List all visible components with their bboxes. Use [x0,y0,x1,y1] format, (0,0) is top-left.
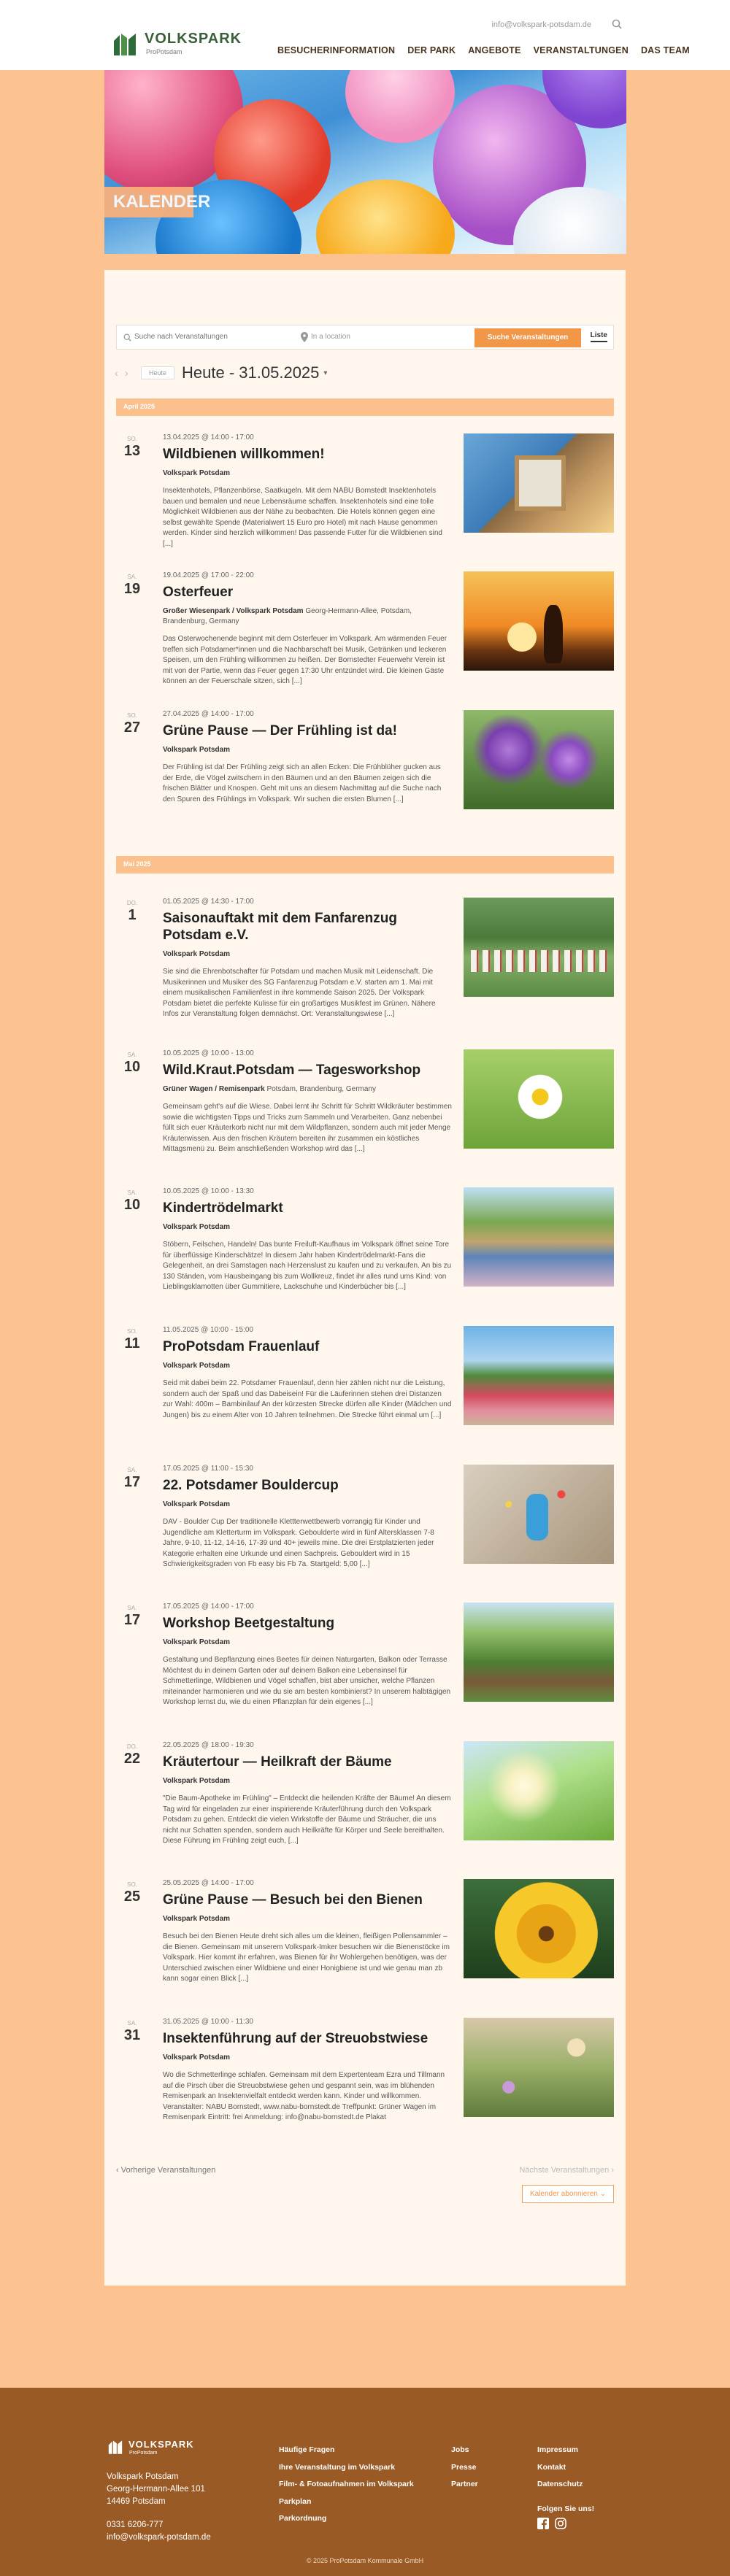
event-day: 27 [123,720,141,736]
event-time: 11.05.2025 @ 10:00 - 15:00 [163,1326,253,1334]
event-venue [163,949,452,960]
chevron-right-icon[interactable]: › [125,367,128,379]
event-date-badge [116,1052,148,1076]
facebook-icon[interactable] [537,2518,549,2529]
event-title-link[interactable]: Workshop Beetgestaltung [163,1616,335,1631]
sun-shape [507,622,537,652]
follow-label: Folgen Sie uns! [537,2504,595,2513]
main-navigation [277,45,702,55]
event-venue [163,1084,452,1095]
climber-shape [526,1494,548,1540]
event-time: 10.05.2025 @ 10:00 - 13:30 [163,1187,254,1195]
event-image-butterfly-meadow[interactable] [464,2018,614,2117]
event-description: Stöbern, Feilschen, Handeln! Das bunte Freiluft-Kaufhaus im Volkspark öffnet seine Tore für überflüssige Kinderschätze! In diesem Jahr haben Kindertrödelmarkt-Fans die Gelegenheit, an drei Samstagen nach Herzenslust zu kaufen und zu verkaufen. An bis zu 130 Ständen, vom Hausbeingang bis zum Wollkreuz, findet ihr alles rund ums Kind: von Lieblingsklamotten über Gummitiere, Lackschuhe und Kinderbücher bis [...] [163,1241,452,1291]
event-venue [163,745,452,755]
tree-logo-icon [111,31,139,57]
event-venue [163,1500,452,1510]
logo[interactable] [111,29,242,62]
event-title-link[interactable]: Osterfeuer [163,585,234,600]
footer-link[interactable]: Partner [451,2480,478,2488]
event-weekday: SA. [127,1052,137,1058]
nav-item-veranstaltungen[interactable]: VERANSTALTUNGEN [533,45,629,55]
pagination [116,2166,614,2198]
footer-link[interactable]: Film- & Fotoaufnahmen im Volkspark [279,2480,414,2488]
event-date-badge [116,574,148,598]
address-line: 14469 Potsdam [107,2497,166,2506]
bunny-silhouette [544,605,563,663]
site-footer [0,2388,730,2576]
site-header [0,0,730,70]
event-weekday: DO. [126,900,138,906]
header-email-link[interactable]: info@volkspark-potsdam.de [491,20,591,29]
hero-banner [104,70,626,254]
event-title-link[interactable]: ProPotsdam Frauenlauf [163,1339,320,1354]
event-day: 10 [123,1059,141,1075]
event-time: 13.04.2025 @ 14:00 - 17:00 [163,433,254,441]
event-day: 19 [123,581,141,597]
footer-link[interactable]: Presse [451,2462,477,2472]
event-description: Wo die Schmetterlinge schlafen. Gemeinsam mit dem Expertenteam Ezra und Tillmann auf die Pirsch über die Streuobstwiese gehen und gespannt sein, was im blühenden Remisenpark an Insektenvielfalt entdeckt werden kann. Kinder und willkommen. Veranstalter: NABU Bornstedt, www.nabu-bornstedt.de Treffpunkt: Grüner Wagen im Remisenpark Eintritt: frei Anmeldung: info@nabu-bornstedt.de Plakat [163,2071,445,2121]
event-weekday: SO. [127,436,137,442]
event-time: 27.04.2025 @ 14:00 - 17:00 [163,710,254,718]
month-separator: April 2025 [116,398,614,416]
event-description: Gestaltung und Bepflanzung eines Beetes für deinen Naturgarten, Balkon oder Terrasse Möchtest du in deinem Garten oder auf deinem Balkon eine Lebensinsel für Schmetterlinge, Wildbienen und Vögel schaffen, bist aber unsicher, welche Pflanzen miteinander harmonieren und wie du sie am besten kombinierst? In unserem halbtägigen Workshop lernst du, wie du einen Pflanzplan für dein eigenes [...] [163,1656,451,1706]
event-weekday: SA. [127,1605,137,1611]
location-input[interactable]: In a location [311,333,350,341]
insect-hotel-shape [515,455,566,511]
event-image-fanfare-band[interactable] [464,898,614,997]
event-image-tree-canopy[interactable] [464,1741,614,1840]
event-time: 22.05.2025 @ 18:00 - 19:30 [163,1741,254,1749]
event-image-garden-beds[interactable] [464,1603,614,1702]
event-description: Seid mit dabei beim 22. Potsdamer Frauenlauf, denn hier zählen nicht nur die Leistung, sondern auch der Spaß und das Dabeisein! Für die Läuferinnen stehen drei Distanzen zur Wahl: 400m – Bambinilauf An der kürzesten Strecke dürfen alle Kinder (Mädchen und Jungen) bis zu einem Alter von 10 Jahren teilnehmen. Die Strecke führt einmal um [...] [163,1379,452,1419]
event-venue-name: Volkspark Potsdam [163,1362,231,1370]
event-image-boulder-wall[interactable] [464,1465,614,1564]
event-venue-name: Volkspark Potsdam [163,1223,231,1231]
event-description: Gemeinsam geht's auf die Wiese. Dabei lernt ihr Schritt für Schritt Wildkräuter bestimmen sowie die wichtigsten Tipps und Tricks zum Sammeln und Verarbeiten. Ganz nebenbei füllt sich euer Kräuterkorb nicht nur mit dem Wildpflanzen, sondern auch mit jeder Menge Kräuterwissen. Aus den frischen Kräutern bereiten ihr zusammen ein köstliches Mittagsmenü zu. Beim anschließenden Workshop wird das [...] [163,1103,452,1153]
event-description: Insektenhotels, Pflanzenbörse, Saatkugeln. Mit dem NABU Bornstedt Insektenhotels bauen und bemalen und neue Lebensräume schaffen. Insektenhotels sind eine tolle Möglichkeit Wildbienen aus der Nähe zu beobachten. Die Hotels können gegen eine selbst gewählte Spende (Materialwert 15 Euro pro Hotel) mit nach Hause genommen werden. Kinder sind herzlich willkommen! Das passende Futter für die Wildbienen sind [...] [163,487,442,548]
footer-link[interactable]: Impressum [537,2445,579,2454]
previous-events-label: Vorherige Veranstaltungen [120,2166,216,2175]
event-day: 17 [123,1612,141,1628]
event-venue [163,2053,452,2063]
daisy-shape [515,1071,566,1122]
chevron-down-icon[interactable]: ▾ [323,369,328,377]
event-day: 25 [123,1889,141,1905]
footer-links-column [279,2442,414,2528]
event-image-crocus-flowers[interactable] [464,710,614,809]
event-image-insect-hotel[interactable] [464,433,614,533]
find-events-button[interactable]: Suche Veranstaltungen [474,328,581,347]
footer-contact [107,2519,211,2544]
footer-link[interactable]: Jobs [451,2445,469,2454]
search-icon[interactable] [612,19,622,29]
search-input[interactable] [134,333,280,341]
event-weekday: DO. [126,1743,138,1750]
event-description: DAV - Boulder Cup Der traditionelle Klettterwettbewerb vorrangig für Kinder und Jugendliche am Kletterturm im Volkspark. Geboulderte wird in fünf Altersklassen 7-8 Jahre, 9-10, 11-12, 14-16, 17-39 und 40+ jeweils mine. Die drei Erstplatzierten jeder Kategorie erhalten eine Urkunde und einen Sachpreis. Gebouldert wird in 15 Schwierigkeitsgraden von Fb easy bis Fb 7a. Startgeld: 5,00 [...] [163,1518,434,1568]
event-title-link[interactable]: Kräutertour — Heilkraft der Bäume [163,1754,392,1770]
event-time: 01.05.2025 @ 14:30 - 17:00 [163,898,254,906]
footer-link[interactable]: Parkplan [279,2496,312,2506]
balloon-image-shape [345,70,455,143]
next-events-link[interactable]: Nächste Veranstaltungen › [519,2166,614,2175]
event-weekday: SO. [127,712,137,719]
event-time: 25.05.2025 @ 14:00 - 17:00 [163,1879,254,1887]
logo-subtext: ProPotsdam [146,48,182,55]
event-date-badge [116,1328,148,1352]
search-icon [123,333,131,342]
event-day: 13 [123,443,141,459]
nav-item-der-park[interactable]: DER PARK [407,45,456,55]
event-day: 31 [123,2027,141,2043]
event-venue [163,1776,452,1786]
event-venue-name: Volkspark Potsdam [163,1500,231,1508]
event-venue-name: Volkspark Potsdam [163,1777,231,1785]
footer-address [107,2471,205,2508]
event-weekday: SA. [127,1467,137,1473]
footer-link[interactable]: Ihre Veranstaltung im Volkspark [279,2462,396,2472]
event-description: Sie sind die Ehrenbotschafter für Potsdam und machen Musik mit Leidenschaft. Die Musikerinnen und Musiker des SG Fanfarenzug Potsdam e.V. starten am 1. Mai mit einem musikalischen Familienfest in ihre kommende Saison 2025. Der Volkspark Potsdam bietet die perfekte Kulisse für ein großartiges Musikfest im Grünen. Nähere Infos zur Veranstaltung folgen demnächst. Ort: Veranstaltungswiese [...] [163,968,436,1018]
event-venue [163,1638,452,1648]
event-venue-address: Potsdam, Brandenburg, Germany [264,1085,376,1093]
event-image-flea-market[interactable] [464,1187,614,1287]
today-button[interactable]: Heute [141,366,174,379]
copyright: © 2025 ProPotsdam Kommunale GmbH [306,2557,424,2564]
nav-item-das-team[interactable]: DAS TEAM [640,45,690,55]
event-date-badge [116,1605,148,1629]
event-date-badge [116,1467,148,1491]
event-title-link[interactable]: Insektenführung auf der Streuobstwiese [163,2031,429,2046]
event-description: Das Osterwochenende beginnt mit dem Osterfeuer im Volkspark. Am wärmenden Feuer treffen sich Potsdamer*innen und die Nachbarschaft bei Musik, Getränken und leckeren Speisen, um den Frühling willkommen zu heißen. Der Bornstedter Feuerwehr Verein ist mit von der Partie, wenn das Feuer gegen 17:30 Uhr entzündet wird. Die kleinen Gäste können an der Feuerschale sitzen, sich [...] [163,635,447,685]
event-title-link[interactable]: Wildbienen willkommen! [163,447,325,462]
event-description: Der Frühling ist da! Der Frühling zeigt sich an allen Ecken: Die Frühblüher gucken aus der Erde, die Vögel zwitschern in den Bäumen und an den Bäumen zeigen sich die frischen Blätter und Knospen. Geht mit uns an diesem Nachmittag auf die Suche nach den Spuren des Frühlings im Volkspark. Wir suchen die ersten Blumen [...] [163,763,442,803]
event-weekday: SO. [127,1328,137,1335]
location-pin-icon [301,332,308,342]
logo-text: VOLKSPARK [145,31,242,47]
nav-item-besucherinformation[interactable]: BESUCHERINFORMATION [277,45,396,55]
address-line: Georg-Hermann-Allee 101 [107,2485,205,2494]
event-day: 10 [123,1197,141,1213]
event-venue [163,1222,452,1233]
footer-link[interactable]: Häufige Fragen [279,2445,335,2454]
event-time: 10.05.2025 @ 10:00 - 13:00 [163,1049,254,1057]
event-venue-name: Volkspark Potsdam [163,950,231,958]
event-title-link[interactable]: Wild.Kraut.Potsdam — Tagesworkshop [163,1063,421,1078]
event-description: Besuch bei den Bienen Heute dreht sich alles um die kleinen, fleißigen Pollensammler – die Bienen. Gemeinsam mit unserem Volkspark-Imker besuchen wir die Bienenstöcke im Volkspark. Hier kommt ihr erfahren, was Bienen für ihr Wohlergehen benötigen, was der Unterschied zwischen einer Wildbiene und einer Honigbiene ist und wie genau man zb kann sogar einen Blick [...] [163,1932,450,1983]
event-title-link[interactable]: Kindertrödelmarkt [163,1200,283,1216]
event-day: 22 [123,1751,141,1767]
event-venue-name: Großer Wiesenpark / Volkspark Potsdam [163,607,304,615]
footer-logo[interactable] [107,2439,216,2461]
event-venue-name: Volkspark Potsdam [163,1915,231,1923]
instagram-icon[interactable] [555,2518,566,2529]
event-title-link[interactable]: Saisonauftakt mit dem Fanfarenzug Potsdam e.V. [163,911,397,943]
event-day: 17 [123,1474,141,1490]
social-links [537,2518,566,2529]
event-date-badge [116,436,148,460]
event-venue [163,606,452,627]
event-date-badge [116,1881,148,1905]
footer-link[interactable]: Datenschutz [537,2480,583,2488]
event-weekday: SA. [127,574,137,580]
event-time: 19.04.2025 @ 17:00 - 22:00 [163,571,254,579]
email-link[interactable]: info@volkspark-potsdam.de [107,2533,211,2542]
event-weekday: SO. [127,1881,137,1888]
footer-logo-subtext: ProPotsdam [129,2450,158,2456]
date-navigation [115,363,327,382]
list-view-toggle[interactable]: Liste [591,331,607,342]
event-date-badge [116,1189,148,1214]
event-time: 17.05.2025 @ 14:00 - 17:00 [163,1603,254,1611]
address-line: Volkspark Potsdam [107,2472,179,2481]
footer-link[interactable]: Kontakt [537,2462,566,2472]
page-title: KALENDER [104,187,193,217]
tree-logo-icon [107,2439,124,2455]
event-time: 31.05.2025 @ 10:00 - 11:30 [163,2018,253,2026]
event-search-bar [116,325,614,350]
chevron-left-icon[interactable]: ‹ [115,367,118,379]
phone-link[interactable]: 0331 6206-777 [107,2521,164,2529]
event-title-link[interactable]: Grüne Pause — Besuch bei den Bienen [163,1892,423,1908]
band-members-shape [471,950,607,972]
event-venue-name: Volkspark Potsdam [163,2054,231,2062]
event-venue [163,468,452,479]
event-date-badge [116,2020,148,2044]
event-title-link[interactable]: 22. Potsdamer Bouldercup [163,1478,339,1493]
event-image-bee-on-flower[interactable] [464,1879,614,1978]
event-venue-name: Volkspark Potsdam [163,469,231,477]
event-date-badge [116,1743,148,1767]
balloon-image-shape [316,180,455,254]
event-day: 1 [128,907,137,923]
footer-links-column [537,2442,583,2494]
previous-events-link[interactable]: ‹ Vorherige Veranstaltungen [116,2166,216,2175]
event-venue [163,1914,452,1924]
nav-item-angebote[interactable]: ANGEBOTE [468,45,521,55]
subscribe-label: Kalender abonnieren [529,2190,598,2198]
chevron-down-icon: ⌄ [599,2190,606,2198]
subscribe-calendar-button[interactable] [522,2185,614,2203]
date-range-title[interactable]: Heute - 31.05.2025 [182,363,320,382]
event-date-badge [116,900,148,924]
event-weekday: SA. [127,1189,137,1196]
footer-logo-text: VOLKSPARK [128,2439,194,2450]
event-venue [163,1361,452,1371]
calendar-card [104,270,626,2286]
event-venue-name: Volkspark Potsdam [163,746,231,754]
event-venue-name: Volkspark Potsdam [163,1638,231,1646]
event-image-sunset-bunny[interactable] [464,571,614,671]
event-title-link[interactable]: Grüne Pause — Der Frühling ist da! [163,723,397,739]
next-events-label: Nächste Veranstaltungen [519,2166,610,2175]
footer-link[interactable]: Parkordnung [279,2514,327,2523]
event-image-daisy[interactable] [464,1049,614,1149]
month-separator: Mai 2025 [116,856,614,874]
event-day: 11 [124,1335,140,1351]
event-venue-address: Georg-Hermann-Allee, Potsdam, Brandenburg, Germany [163,607,412,625]
event-image-women-run[interactable] [464,1326,614,1425]
event-time: 17.05.2025 @ 11:00 - 15:30 [163,1465,253,1473]
event-weekday: SA. [127,2020,137,2027]
footer-links-column [451,2442,478,2494]
event-description: "Die Baum-Apotheke im Frühling" – Entdeckt die heilenden Kräfte der Bäume! An diesem Tag wird für eingeladen zur einer inspirierende Kräuterführung durch den Volkspark Potsdam zu gehen. Entdeckt die vielen Wirkstoffe der Bäume und Sträucher, die uns nicht nur Schatten spenden, sondern auch Heilkräfte für Körper und Seele bereithalten. Diese Führung im Frühling zeigt euch, [...] [163,1794,451,1845]
event-date-badge [116,712,148,736]
event-venue-name: Grüner Wagen / Remisenpark [163,1085,265,1093]
